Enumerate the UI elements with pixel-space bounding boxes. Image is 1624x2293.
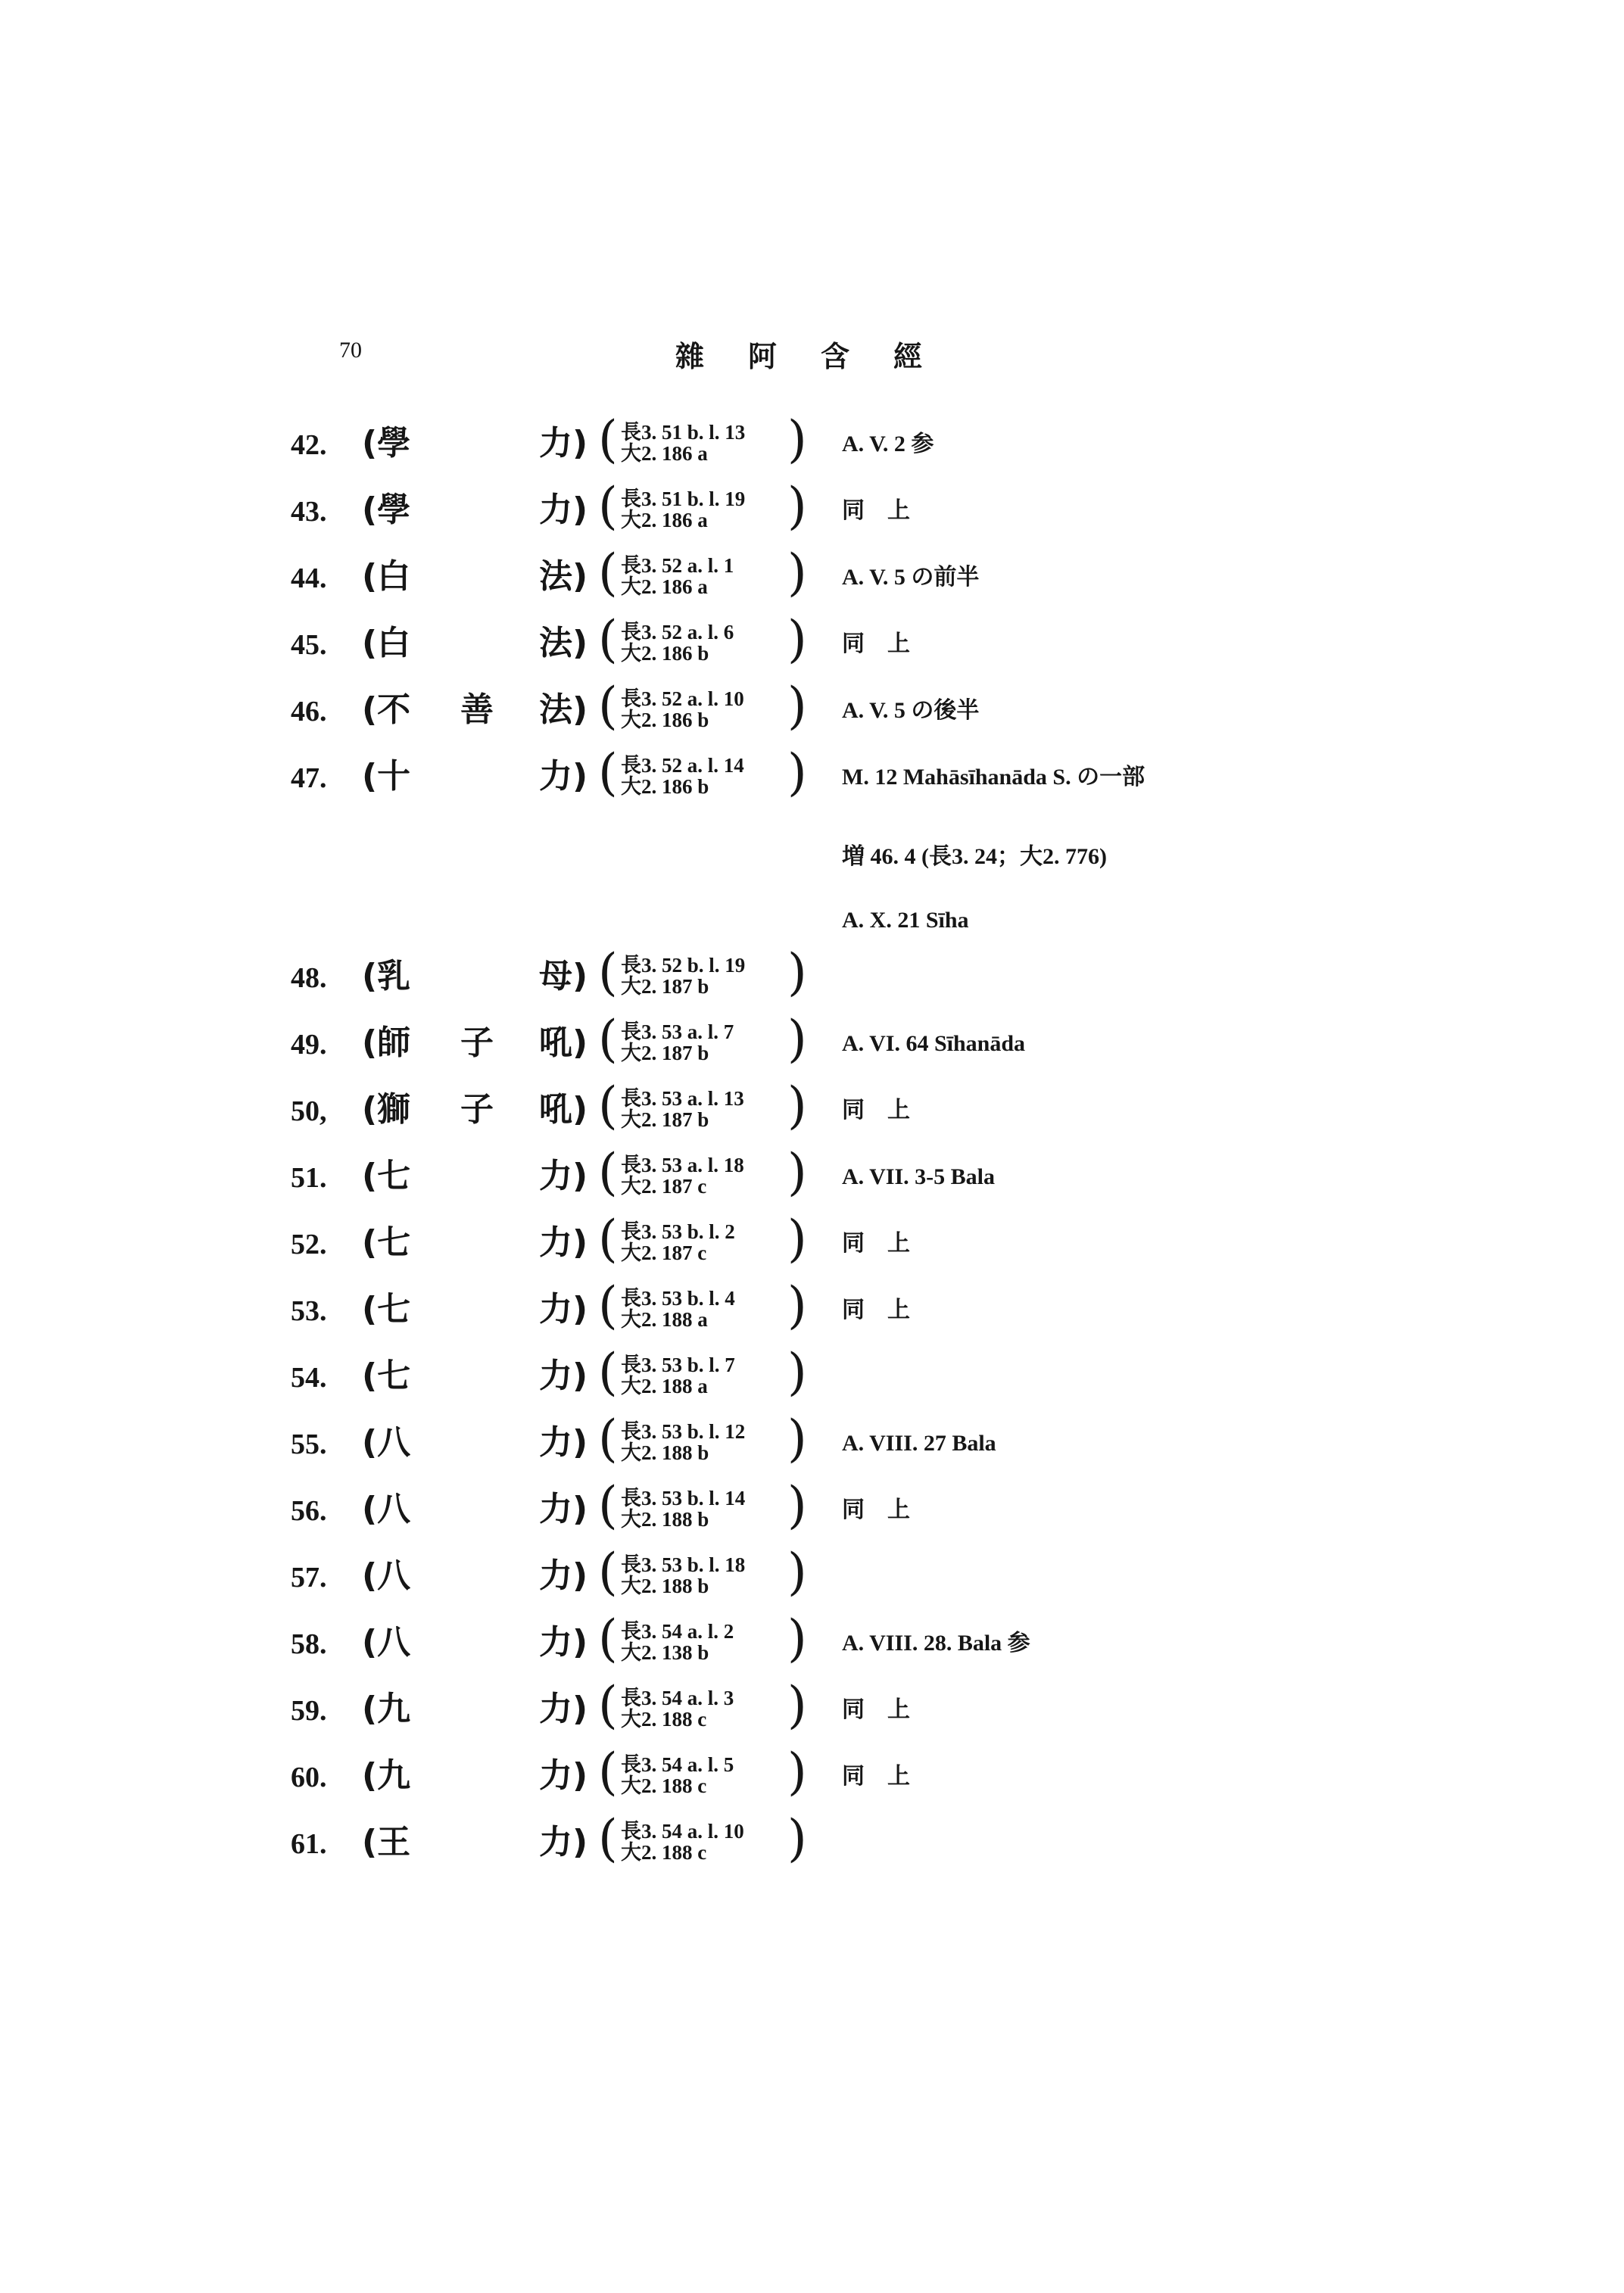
citation-line-taisho: 大2. 188 c	[621, 1841, 707, 1864]
left-paren-glyph: (	[598, 410, 618, 469]
right-paren-glyph: )	[787, 544, 807, 602]
citation-line-taisho: 大2. 188 a	[621, 1308, 708, 1331]
citation-line-chou: 長3. 52 a. l. 10	[621, 687, 744, 710]
citation	[598, 1743, 818, 1802]
entry-title-middle: 子	[460, 1090, 494, 1129]
entry-title-open: (學	[362, 491, 411, 529]
citation-line-taisho: 大2. 188 b	[621, 1575, 709, 1597]
parallel-reference: 同 上	[842, 1298, 910, 1323]
entry-row	[0, 743, 1624, 933]
right-paren-glyph: )	[787, 410, 807, 469]
parallel-reference: 同 上	[842, 1231, 910, 1256]
citation-line-chou: 長3. 53 b. l. 14	[621, 1487, 746, 1509]
right-paren-glyph: )	[787, 1809, 807, 1868]
citation	[598, 1410, 818, 1469]
right-paren-glyph: )	[787, 743, 807, 802]
entry-number: 60.	[291, 1762, 327, 1793]
entry-number: 49.	[291, 1029, 327, 1061]
right-paren-glyph: )	[787, 1543, 807, 1601]
left-paren-glyph: (	[598, 1676, 618, 1734]
parallel-list	[842, 762, 1145, 952]
citation-line-taisho: 大2. 186 b	[621, 775, 709, 798]
entry-title-open: (師	[362, 1023, 411, 1062]
citation-line-taisho: 大2. 188 a	[621, 1375, 708, 1397]
entry-number: 51.	[291, 1162, 327, 1194]
entry-title-close: 力)	[539, 1157, 588, 1195]
entry-title-close: 母)	[539, 957, 588, 995]
citation	[598, 1676, 818, 1735]
entry-title-close: 吼)	[539, 1090, 588, 1129]
entry-row	[0, 1543, 1624, 1603]
entry-row	[0, 943, 1624, 1004]
left-paren-glyph: (	[598, 1609, 618, 1668]
citation-line-taisho: 大2. 187 c	[621, 1242, 707, 1264]
left-paren-glyph: (	[598, 1809, 618, 1868]
entry-title-close: 力)	[539, 1756, 588, 1795]
left-paren-glyph: (	[598, 1476, 618, 1534]
entry-title-close: 力)	[539, 1423, 588, 1462]
citation	[598, 943, 818, 1002]
right-paren-glyph: )	[787, 677, 807, 735]
entry-number: 59.	[291, 1695, 327, 1727]
entry-row	[0, 477, 1624, 537]
citation-line-chou: 長3. 53 b. l. 18	[621, 1553, 746, 1576]
entry-row	[0, 544, 1624, 604]
running-title: 雜阿含經	[675, 340, 967, 373]
left-paren-glyph: (	[598, 1143, 618, 1201]
entry-row	[0, 610, 1624, 671]
entry-row	[0, 1343, 1624, 1404]
entry-title-close: 力)	[539, 1357, 588, 1395]
citation-line-taisho: 大2. 186 a	[621, 442, 708, 465]
citation-line-taisho: 大2. 138 b	[621, 1641, 709, 1664]
parallel-reference: A. VIII. 28. Bala 参	[842, 1631, 1030, 1656]
entry-title-open: (七	[362, 1290, 411, 1329]
entry-title-open: (七	[362, 1223, 411, 1262]
left-paren-glyph: (	[598, 610, 618, 668]
citation-line-taisho: 大2. 187 b	[621, 1042, 709, 1064]
entry-title-close: 力)	[539, 1823, 588, 1862]
entry-title-close: 力)	[539, 1623, 588, 1662]
entry-row	[0, 1276, 1624, 1337]
entry-title-open: (十	[362, 757, 411, 796]
entry-title-close: 吼)	[539, 1023, 588, 1062]
entry-title-open: (九	[362, 1756, 411, 1795]
entry-row	[0, 410, 1624, 471]
citation-line-taisho: 大2. 188 c	[621, 1708, 707, 1731]
citation	[598, 1809, 818, 1868]
right-paren-glyph: )	[787, 1143, 807, 1201]
entry-row	[0, 677, 1624, 737]
parallel-reference: A. V. 2 参	[842, 431, 934, 456]
parallel-reference: A. VI. 64 Sīhanāda	[842, 1031, 1026, 1056]
parallel-reference: 同 上	[842, 1697, 910, 1722]
entry-title-middle: 善	[460, 690, 494, 729]
entry-number: 52.	[291, 1229, 327, 1260]
entry-row	[0, 1210, 1624, 1270]
entry-title-open: (七	[362, 1157, 411, 1195]
left-paren-glyph: (	[598, 677, 618, 735]
entry-title-open: (獅	[362, 1090, 411, 1129]
citation	[598, 1210, 818, 1269]
citation	[598, 677, 818, 736]
page-number: 70	[339, 338, 362, 363]
citation-line-chou: 長3. 52 a. l. 6	[621, 621, 734, 643]
entry-title-close: 法)	[539, 624, 588, 662]
entry-number: 53.	[291, 1295, 327, 1327]
left-paren-glyph: (	[598, 1276, 618, 1335]
citation-line-chou: 長3. 52 a. l. 1	[621, 554, 734, 577]
left-paren-glyph: (	[598, 743, 618, 802]
right-paren-glyph: )	[787, 610, 807, 668]
citation-line-taisho: 大2. 188 b	[621, 1508, 709, 1531]
parallel-reference: M. 12 Mahāsīhanāda S. の一部	[842, 765, 1146, 790]
right-paren-glyph: )	[787, 1476, 807, 1534]
entry-number: 44.	[291, 562, 327, 594]
left-paren-glyph: (	[598, 1543, 618, 1601]
citation-line-taisho: 大2. 186 a	[621, 509, 708, 531]
right-paren-glyph: )	[787, 1010, 807, 1068]
entry-row	[0, 1743, 1624, 1803]
citation-line-taisho: 大2. 186 b	[621, 709, 709, 731]
parallel-reference: A. V. 5 の前半	[842, 565, 980, 590]
citation	[598, 477, 818, 536]
entry-row	[0, 1676, 1624, 1737]
entry-title-open: (八	[362, 1490, 411, 1528]
entry-number: 58.	[291, 1628, 327, 1660]
entry-title-close: 力)	[539, 1223, 588, 1262]
entry-title-open: (乳	[362, 957, 411, 995]
entry-number: 43.	[291, 496, 327, 528]
citation-line-chou: 長3. 53 b. l. 7	[621, 1354, 735, 1376]
citation-line-taisho: 大2. 188 c	[621, 1774, 707, 1797]
entry-title-close: 力)	[539, 1690, 588, 1728]
parallel-reference: 同 上	[842, 498, 910, 523]
entry-title-open: (白	[362, 624, 411, 662]
citation-line-chou: 長3. 53 a. l. 13	[621, 1087, 744, 1110]
entry-title-open: (七	[362, 1357, 411, 1395]
parallel-reference: A. V. 5 の後半	[842, 698, 980, 723]
entry-row	[0, 1809, 1624, 1870]
citation	[598, 610, 818, 669]
left-paren-glyph: (	[598, 544, 618, 602]
parallel-reference: 増 46. 4 (長3. 24；大2. 776)	[842, 844, 1107, 869]
entry-number: 47.	[291, 762, 327, 794]
citation-line-chou: 長3. 53 b. l. 2	[621, 1220, 735, 1243]
right-paren-glyph: )	[787, 477, 807, 535]
right-paren-glyph: )	[787, 1609, 807, 1668]
left-paren-glyph: (	[598, 1010, 618, 1068]
citation-line-chou: 長3. 53 b. l. 12	[621, 1420, 746, 1443]
citation	[598, 544, 818, 603]
parallel-reference: 同 上	[842, 1098, 910, 1123]
citation	[598, 1609, 818, 1668]
left-paren-glyph: (	[598, 1343, 618, 1401]
entry-row	[0, 1609, 1624, 1670]
entry-number: 50,	[291, 1095, 327, 1127]
left-paren-glyph: (	[598, 1743, 618, 1801]
entry-title-middle: 子	[460, 1023, 494, 1062]
entry-title-close: 力)	[539, 424, 588, 463]
citation-line-taisho: 大2. 188 b	[621, 1441, 709, 1464]
citation	[598, 1476, 818, 1535]
entry-title-close: 力)	[539, 757, 588, 796]
entry-title-close: 法)	[539, 690, 588, 729]
citation-line-chou: 長3. 54 a. l. 3	[621, 1687, 734, 1709]
parallel-reference: 同 上	[842, 631, 910, 656]
entry-title-close: 力)	[539, 1556, 588, 1595]
entry-title-open: (不	[362, 690, 411, 729]
citation-line-chou: 長3. 53 b. l. 4	[621, 1287, 735, 1310]
parallel-reference: A. X. 21 Sīha	[842, 908, 969, 933]
right-paren-glyph: )	[787, 1343, 807, 1401]
entry-row	[0, 1010, 1624, 1070]
entry-row	[0, 1143, 1624, 1204]
entry-number: 56.	[291, 1495, 327, 1527]
entry-title-close: 力)	[539, 491, 588, 529]
right-paren-glyph: )	[787, 1276, 807, 1335]
citation-line-chou: 長3. 54 a. l. 10	[621, 1820, 744, 1843]
citation-line-chou: 長3. 52 a. l. 14	[621, 754, 744, 777]
entry-row	[0, 1476, 1624, 1537]
citation	[598, 1343, 818, 1402]
citation-line-chou: 長3. 53 a. l. 7	[621, 1020, 734, 1043]
citation	[598, 410, 818, 469]
right-paren-glyph: )	[787, 943, 807, 1002]
entry-title-open: (八	[362, 1623, 411, 1662]
entry-number: 45.	[291, 629, 327, 661]
parallel-reference: A. VII. 3-5 Bala	[842, 1164, 995, 1189]
entry-number: 54.	[291, 1362, 327, 1394]
citation-line-chou: 長3. 52 b. l. 19	[621, 954, 746, 977]
citation-line-chou: 長3. 51 b. l. 13	[621, 421, 746, 444]
citation	[598, 1143, 818, 1202]
left-paren-glyph: (	[598, 477, 618, 535]
entry-number: 57.	[291, 1562, 327, 1594]
left-paren-glyph: (	[598, 1210, 618, 1268]
citation	[598, 1543, 818, 1602]
entry-number: 46.	[291, 696, 327, 727]
entry-title-open: (九	[362, 1690, 411, 1728]
citation-line-taisho: 大2. 187 b	[621, 975, 709, 998]
right-paren-glyph: )	[787, 1676, 807, 1734]
parallel-reference: 同 上	[842, 1497, 910, 1522]
left-paren-glyph: (	[598, 1410, 618, 1468]
entry-row	[0, 1076, 1624, 1137]
citation-line-chou: 長3. 54 a. l. 5	[621, 1753, 734, 1776]
citation-line-taisho: 大2. 186 b	[621, 642, 709, 665]
citation-line-taisho: 大2. 187 c	[621, 1175, 707, 1198]
entry-title-open: (學	[362, 424, 411, 463]
entry-number: 48.	[291, 962, 327, 994]
left-paren-glyph: (	[598, 1076, 618, 1135]
right-paren-glyph: )	[787, 1076, 807, 1135]
citation	[598, 743, 818, 802]
entry-number: 61.	[291, 1828, 327, 1860]
right-paren-glyph: )	[787, 1210, 807, 1268]
citation-line-chou: 長3. 54 a. l. 2	[621, 1620, 734, 1643]
entry-title-close: 力)	[539, 1290, 588, 1329]
parallel-reference: 同 上	[842, 1764, 910, 1789]
parallel-reference: A. VIII. 27 Bala	[842, 1431, 996, 1456]
citation-line-chou: 長3. 53 a. l. 18	[621, 1154, 744, 1176]
entry-title-open: (八	[362, 1556, 411, 1595]
citation-line-taisho: 大2. 186 a	[621, 575, 708, 598]
entry-number: 42.	[291, 429, 327, 461]
citation-line-chou: 長3. 51 b. l. 19	[621, 488, 746, 510]
citation	[598, 1010, 818, 1069]
entry-row	[0, 1410, 1624, 1470]
entry-title-close: 法)	[539, 557, 588, 596]
entry-title-close: 力)	[539, 1490, 588, 1528]
citation	[598, 1076, 818, 1136]
citation	[598, 1276, 818, 1335]
left-paren-glyph: (	[598, 943, 618, 1002]
entry-number: 55.	[291, 1428, 327, 1460]
right-paren-glyph: )	[787, 1743, 807, 1801]
entry-title-open: (王	[362, 1823, 411, 1862]
entry-title-open: (白	[362, 557, 411, 596]
entry-title-open: (八	[362, 1423, 411, 1462]
citation-line-taisho: 大2. 187 b	[621, 1108, 709, 1131]
right-paren-glyph: )	[787, 1410, 807, 1468]
